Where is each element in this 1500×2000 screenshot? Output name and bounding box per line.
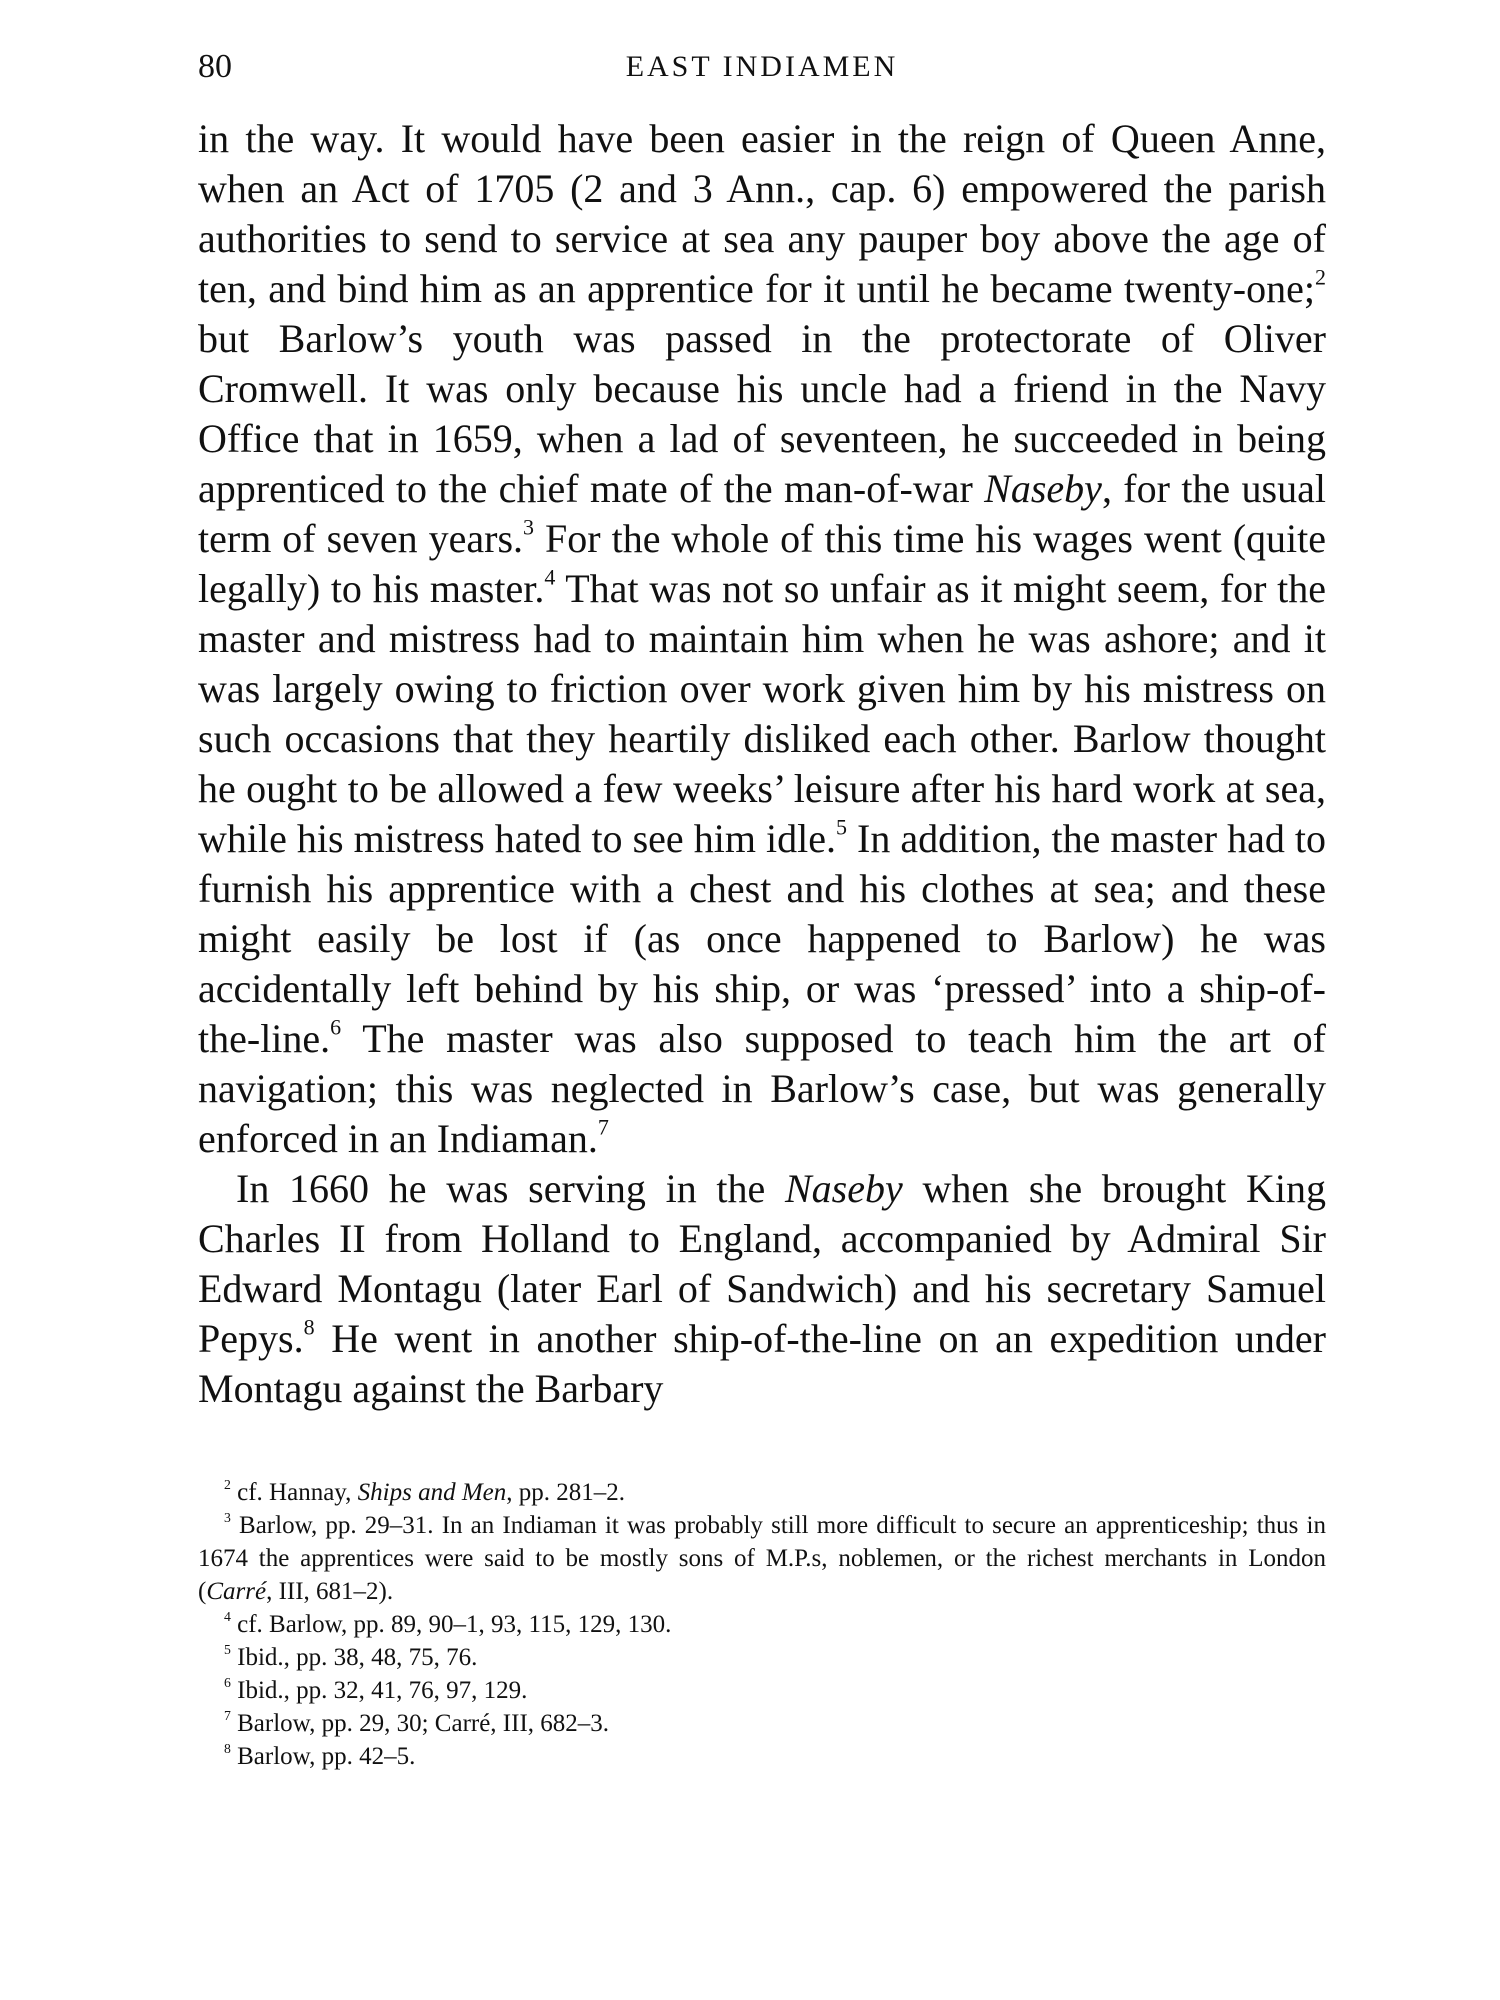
footnote-text: , III, 681–2). bbox=[266, 1578, 394, 1605]
footnote-number: 8 bbox=[224, 1741, 231, 1756]
text-run: That was not so unfair as it might seem, for the master and mistress had to maintain him when he was ashore; and it was largely owing to friction over work given him by his mistress on such occasions that they heartily disliked each other. Barlow thought he ought to be allowed a few weeks’ leisure after his hard work at sea, while his mistress hated to see him idle. bbox=[198, 566, 1327, 861]
ship-name: Naseby bbox=[984, 466, 1102, 511]
paragraph-1 bbox=[198, 114, 1326, 1164]
footnote-text: , pp. 281–2. bbox=[506, 1479, 626, 1506]
body-text bbox=[198, 114, 1326, 1414]
book-title: Ships and Men bbox=[357, 1479, 507, 1506]
footnote-number: 4 bbox=[224, 1609, 231, 1624]
footnote-number: 3 bbox=[224, 1510, 231, 1525]
footnote-text: Barlow, pp. 42–5. bbox=[230, 1743, 416, 1770]
footnote-text: Ibid., pp. 38, 48, 75, 76. bbox=[230, 1644, 478, 1671]
footnote-text: Barlow, pp. 29–31. In an Indiaman it was probably still more difficult to secure an apprenticeship; thus in 1674 the apprentices were said to be mostly sons of M.P.s, noblemen, or the richest merchants in London ( bbox=[198, 1512, 1326, 1605]
text-run: For the whole of this time his wages went (quite legally) to his master. bbox=[198, 516, 1326, 611]
footnote-number: 6 bbox=[224, 1675, 231, 1690]
footnote-2 bbox=[198, 1476, 1326, 1509]
book-page bbox=[198, 48, 1326, 1773]
footnote-number: 7 bbox=[224, 1708, 231, 1723]
text-run: when she brought King Charles II from Holland to England, accompanied by Admiral Sir Edward Montagu (later Earl of Sandwich) and his secretary Samuel Pepys. bbox=[198, 1166, 1327, 1361]
text-run: , for the usual term of seven years. bbox=[198, 466, 1326, 561]
footnote-5 bbox=[198, 1641, 1326, 1674]
footnote-ref-4: 4 bbox=[544, 564, 556, 590]
footnote-ref-2: 2 bbox=[1315, 264, 1326, 290]
page-number: 80 bbox=[198, 48, 232, 85]
paragraph-2 bbox=[198, 1164, 1326, 1414]
footnote-number: 5 bbox=[224, 1642, 231, 1657]
footnote-6 bbox=[198, 1674, 1326, 1707]
footnote-number: 2 bbox=[224, 1477, 231, 1492]
footnote-ref-6: 6 bbox=[330, 1014, 342, 1040]
footnote-text: cf. Barlow, pp. 89, 90–1, 93, 115, 129, 130. bbox=[230, 1611, 672, 1638]
footnote-text: cf. Hannay, bbox=[230, 1479, 358, 1506]
text-run: The master was also supposed to teach him the art of navigation; this was neglected in Barlow’s case, but was generally enforced in an Indiaman. bbox=[198, 1016, 1326, 1161]
footnote-ref-8: 8 bbox=[303, 1314, 315, 1340]
page-header bbox=[198, 48, 1326, 100]
footnote-ref-5: 5 bbox=[835, 814, 847, 840]
text-run: but Barlow’s youth was passed in the protectorate of Oliver Cromwell. It was only because his uncle had a friend in the Navy Office that in 1659, when a lad of seventeen, he succeeded in being apprenticed to the chief mate of the man-of-war bbox=[198, 316, 1326, 511]
footnote-7 bbox=[198, 1707, 1326, 1740]
footnote-ref-7: 7 bbox=[597, 1114, 609, 1140]
footnote-4 bbox=[198, 1608, 1326, 1641]
text-run: In 1660 he was serving in the bbox=[236, 1166, 785, 1211]
running-title: EAST INDIAMEN bbox=[625, 50, 899, 83]
footnote-text: Ibid., pp. 32, 41, 76, 97, 129. bbox=[230, 1677, 528, 1704]
text-run: In addition, the master had to furnish his apprentice with a chest and his clothes at sea; and these might easily be lost if (as once happened to Barlow) he was accidentally left behind by his ship, or was ‘pressed’ into a ship-of-the-line. bbox=[198, 816, 1326, 1061]
footnote-3 bbox=[198, 1509, 1326, 1608]
ship-name: Naseby bbox=[785, 1166, 903, 1211]
book-title: Carré bbox=[206, 1578, 267, 1605]
footnote-text: Barlow, pp. 29, 30; Carré, III, 682–3. bbox=[230, 1710, 610, 1737]
text-run: in the way. It would have been easier in the reign of Queen Anne, when an Act of 1705 (2 and 3 Ann., cap. 6) empowered the parish authorities to send to service at sea any pauper boy above the age of ten, and bind him as an apprentice for it until he became twenty-one; bbox=[198, 116, 1326, 311]
text-run: He went in another ship-of-the-line on an expedition under Montagu against the Barbary bbox=[198, 1316, 1326, 1411]
footnote-8 bbox=[198, 1740, 1326, 1773]
footnotes bbox=[198, 1476, 1326, 1773]
footnote-ref-3: 3 bbox=[523, 514, 535, 540]
